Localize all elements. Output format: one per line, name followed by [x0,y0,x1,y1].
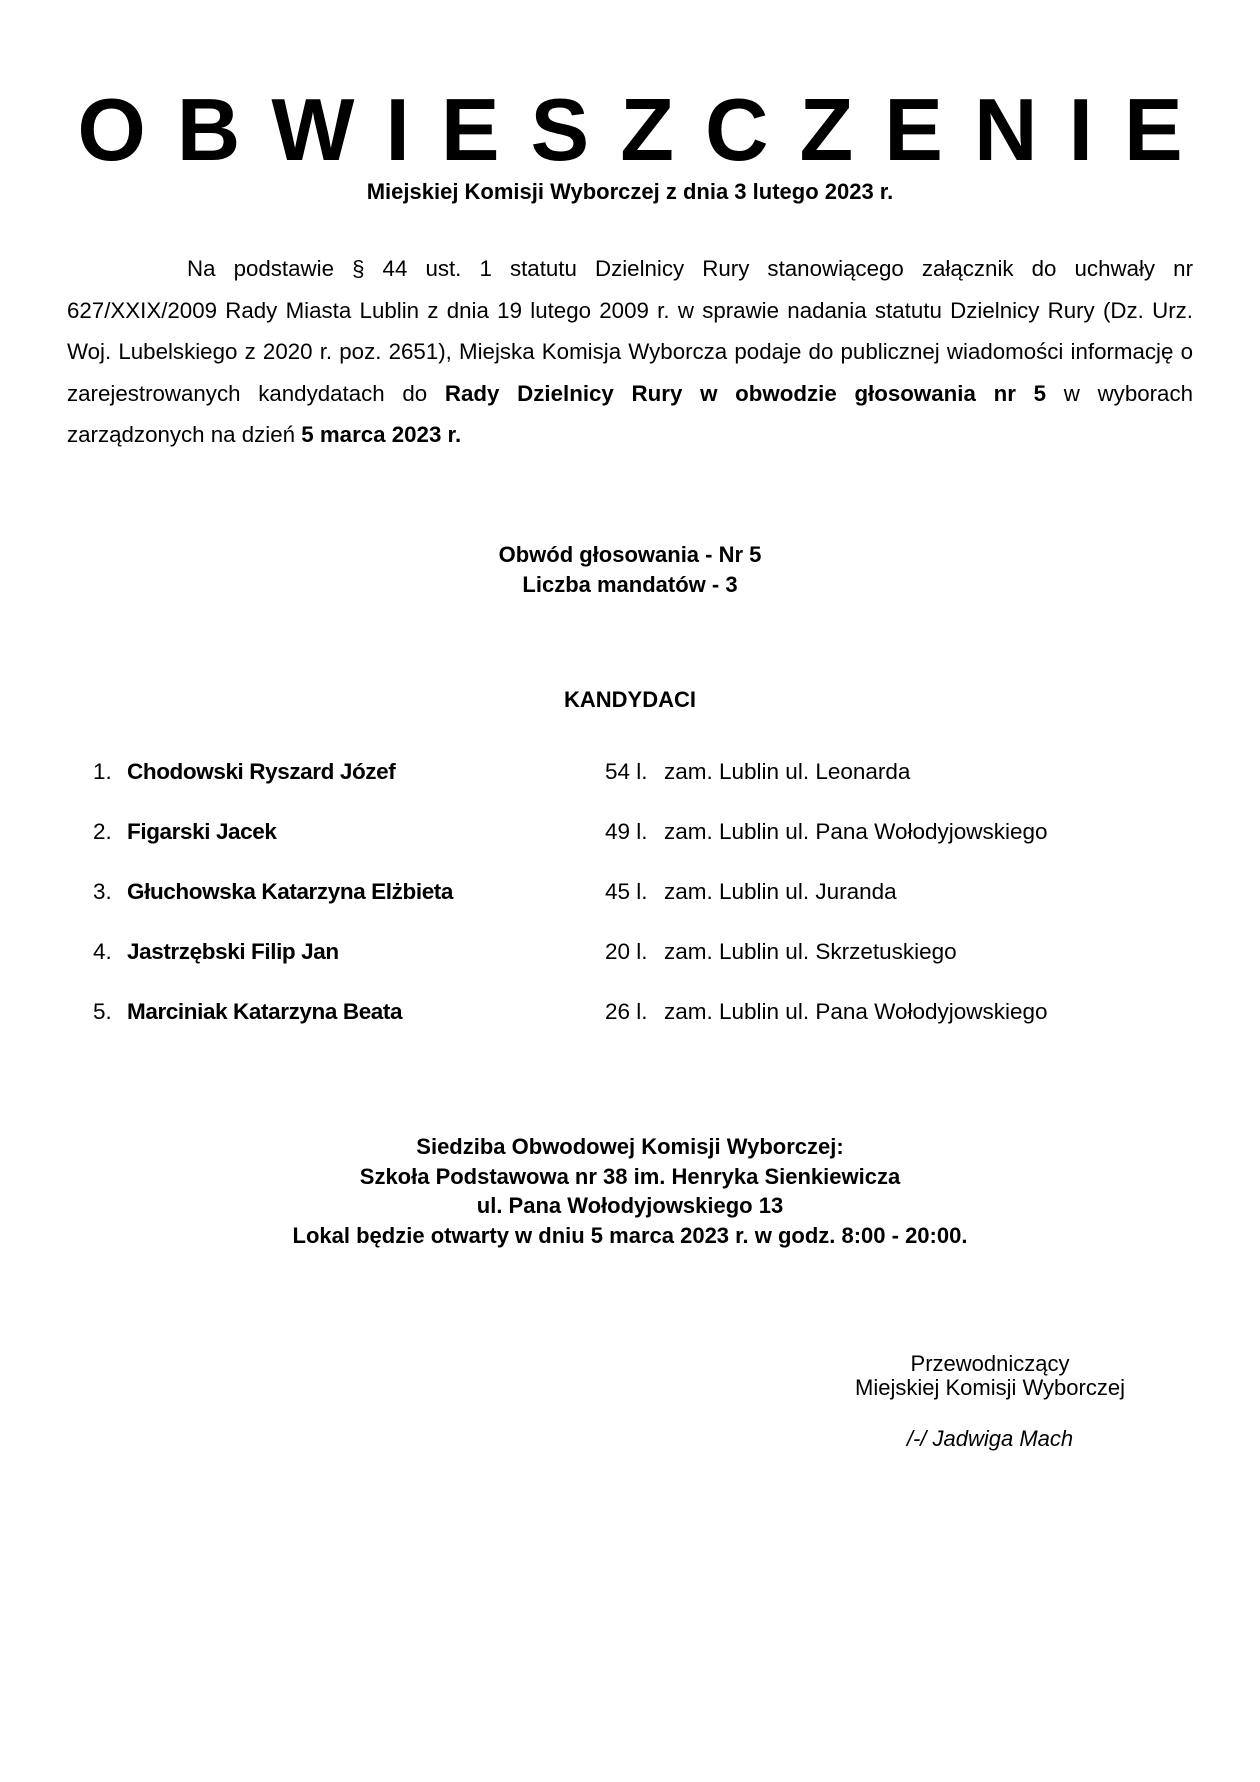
intro-bold-date: 5 marca 2023 r. [301,422,462,447]
intro-paragraph [67,248,1193,456]
candidate-age: 54 l. [605,759,648,784]
signatory-role: Przewodniczący [910,1351,1070,1376]
candidate-name: Chodowski Ryszard Józef [127,759,396,784]
document-title: OBWIESZCZENIE [77,80,1214,179]
candidate-row [0,876,1260,936]
candidates-list [0,756,1260,1056]
mandate-count: Liczba mandatów - 3 [522,572,738,597]
candidate-row [0,756,1260,816]
candidate-age: 49 l. [605,819,648,844]
signatory-organization: Miejskiej Komisji Wyborczej [855,1375,1125,1400]
district-number: Obwód głosowania - Nr 5 [498,542,762,567]
candidate-address: zam. Lublin ul. Skrzetuskiego [664,939,957,964]
district-info [0,540,1260,600]
document-subtitle: Miejskiej Komisji Wyborczej z dnia 3 lutego 2023 r. [366,179,894,204]
candidate-address: zam. Lublin ul. Leonarda [664,759,911,784]
candidate-name: Głuchowska Katarzyna Elżbieta [127,879,454,904]
candidate-number: 2. [93,819,112,844]
candidate-number: 4. [93,939,112,964]
candidate-name: Jastrzębski Filip Jan [127,939,339,964]
signatory-name: /-/ Jadwiga Mach [906,1426,1074,1451]
candidate-number: 5. [93,999,112,1024]
candidate-address: zam. Lublin ul. Pana Wołodyjowskiego [664,819,1048,844]
intro-text-part1: Na podstawie § 44 ust. 1 statutu Dzielnicy Rury stanowiącego załącznik do uchwały nr 627/XXIX/2009 Rady Miasta Lublin z dnia 19 lutego 2009 r. w sprawie nadania statutu Dzielnicy Rury (Dz. Urz. Woj. Lubelskiego z 2020 r. poz. 2651), Miejska Komisja Wyborcza podaje do publicznej wiadomości informację o zarejestrowanych kandydatach do [67,256,1193,406]
signature-block [790,1352,1190,1451]
polling-station-hours: Lokal będzie otwarty w dniu 5 marca 2023 r. w godz. 8:00 - 20:00. [292,1222,968,1248]
candidate-row [0,996,1260,1056]
candidate-number: 1. [93,759,112,784]
candidate-address: zam. Lublin ul. Pana Wołodyjowskiego [664,999,1048,1024]
candidate-row [0,816,1260,876]
candidate-number: 3. [93,879,112,904]
candidate-age: 26 l. [605,999,648,1024]
polling-station-heading: Siedziba Obwodowej Komisji Wyborczej: [416,1134,844,1159]
polling-station-name: Szkoła Podstawowa nr 38 im. Henryka Sienkiewicza [359,1163,901,1189]
polling-station-info [0,1132,1260,1250]
candidate-address: zam. Lublin ul. Juranda [664,879,897,904]
intro-bold-council: Rady Dzielnicy Rury w obwodzie głosowania nr 5 [444,380,1047,406]
polling-station-address: ul. Pana Wołodyjowskiego 13 [476,1193,784,1218]
candidate-age: 20 l. [605,939,648,964]
intro-text-part2: w wyborach zarządzonych na dzień [67,380,1193,447]
candidate-row [0,936,1260,996]
candidate-name: Figarski Jacek [127,819,277,844]
candidate-age: 45 l. [605,879,648,904]
candidates-heading: KANDYDACI [564,687,696,712]
candidate-name: Marciniak Katarzyna Beata [127,999,403,1024]
